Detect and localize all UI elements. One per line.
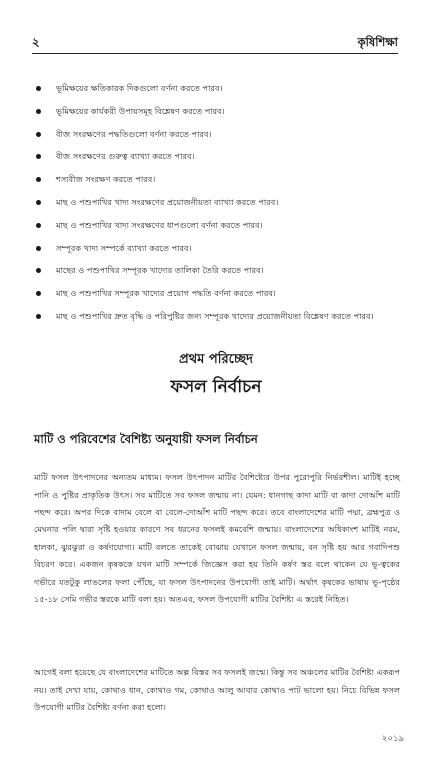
learning-objectives-list [34, 83, 402, 334]
book-title: কৃষিশিক্ষা [357, 35, 398, 49]
objective-item: ভূমিক্ষয়ের কার্যকরী উপায়সমূহ বিশ্লেষণ করতে পারব। [34, 106, 402, 117]
objective-item: ভূমিক্ষয়ের ক্ষতিকারক দিকগুলো বর্ণনা করতে পারব। [34, 83, 402, 94]
objective-item: শস্যবীজ সংরক্ষণ করতে পারব। [34, 174, 402, 185]
header-divider [32, 53, 398, 54]
objective-item: মাছ ও পশুপাখির খাদ্য সংরক্ষণের ধাপগুলো বর্ণনা করতে পারব। [34, 220, 402, 231]
objective-item: মাছ ও পশুপাখির দ্রুত বৃদ্ধি ও পরিপুষ্টির জন্য সম্পূরক খাদ্যের প্রয়োজনীয়তা বিশ্লেষণ করতে পারব। [34, 311, 402, 322]
objective-item: সম্পূরক খাদ্য সম্পর্কে ব্যাখ্যা করতে পারব। [34, 243, 402, 254]
objective-item: বীজ সংরক্ষণের গুরুত্ব ব্যাখ্যা করতে পারব। [34, 151, 402, 162]
page-header [32, 34, 398, 52]
section-heading: মাটি ও পরিবেশের বৈশিষ্ট্য অনুযায়ী ফসল নির্বাচন [34, 432, 258, 446]
objective-item: মাছ ও পশুপাখির সম্পূরক খাদ্যের প্রয়োগ পদ্ধতি বর্ণনা করতে পারব। [34, 288, 402, 299]
objective-item: মাছের ও পশুপাখির সম্পূরক খাদ্যের তালিকা তৈরি করতে পারব। [34, 265, 402, 276]
chapter-subtitle: ফসল নির্বাচন [170, 377, 262, 397]
objective-item: বীজ সংরক্ষণের পদ্ধতিগুলো বর্ণনা করতে পারব। [34, 129, 402, 140]
body-paragraph: আগেই বলা হয়েছে যে বাংলাদেশের মাটিতে অল্প বিস্তর সব ফসলই জন্মে। কিন্তু সব অঞ্চলের মাটির বৈশিষ্ট্য একরূপ নয়। তাই দেখা যায়, কোথাও ধান, কোথাও গম, কোথাও আলু আবার কোথাও পাট ভালো হয়। নিচে বিভিন্ন ফসল উপযোগী মাটির বৈশিষ্ট্য বর্ণনা করা হলো। [34, 667, 400, 712]
page-number: ২ [32, 35, 40, 49]
chapter-title: প্রথম পরিচ্ছেদ [179, 352, 253, 367]
body-paragraph: মাটি ফসল উৎপাদনের অন্যতম মাধ্যম। ফসল উৎপাদন মাটির বৈশিষ্ট্যের উপর পুরোপুরি নির্ভরশীল। মাটিই হচ্ছে পানি ও পুষ্টির প্রাকৃতিক উৎস। সব মাটিতে সব ফসল জন্মায় না। যেমন: ধানগাছ কাদা মাটি বা কাদা দোআঁশ মাটি পছন্দ করে। অপর দিকে বাদাম বেলে বা বেলে-দোআঁশ মাটি পছন্দ করে। তবে বাংলাদেশের মাটি পদ্মা, ব্রহ্মপুত্র ও মেঘনার পলি দ্বারা সৃষ্টি হওয়ার কারণে সব ধরনের ফসলই কমবেশি জন্মায়। বাংলাদেশের অধিকাংশ মাটিই নরম, হালকা, ঝুরঝুরা ও কর্ষণযোগ্য। মাটি বলতে তাকেই বোঝায় যেখানে ফসল জন্মায়, বন সৃষ্টি হয় আর গবাদিপশু বিচরণ করে। একজন কৃষককে যখন মাটি সম্পর্কে জিজ্ঞেস করা হয় তিনি কর্ষণ স্তর বলে থাকেন যে ভূ-ত্বকের গভীরে যতটুকু লাঙলের ফলা পৌঁছে, যা ফসল উৎপাদনের উপযোগী তাই মাটি। অর্থাৎ কৃষকের ভাষায় ভূ-পৃষ্ঠের ১৫-১৮ সেমি গভীর স্তরকে মাটি বলা হয়। অতএব, ফসল উপযোগী মাটির বৈশিষ্ট্য এ স্তরেই নিহিত। [34, 472, 400, 605]
page-folio: ২০১৯ [381, 734, 404, 744]
objective-item: মাছ ও পশুপাখির খাদ্য সংরক্ষণের প্রয়োজনীয়তা ব্যাখ্যা করতে পারব। [34, 197, 402, 208]
